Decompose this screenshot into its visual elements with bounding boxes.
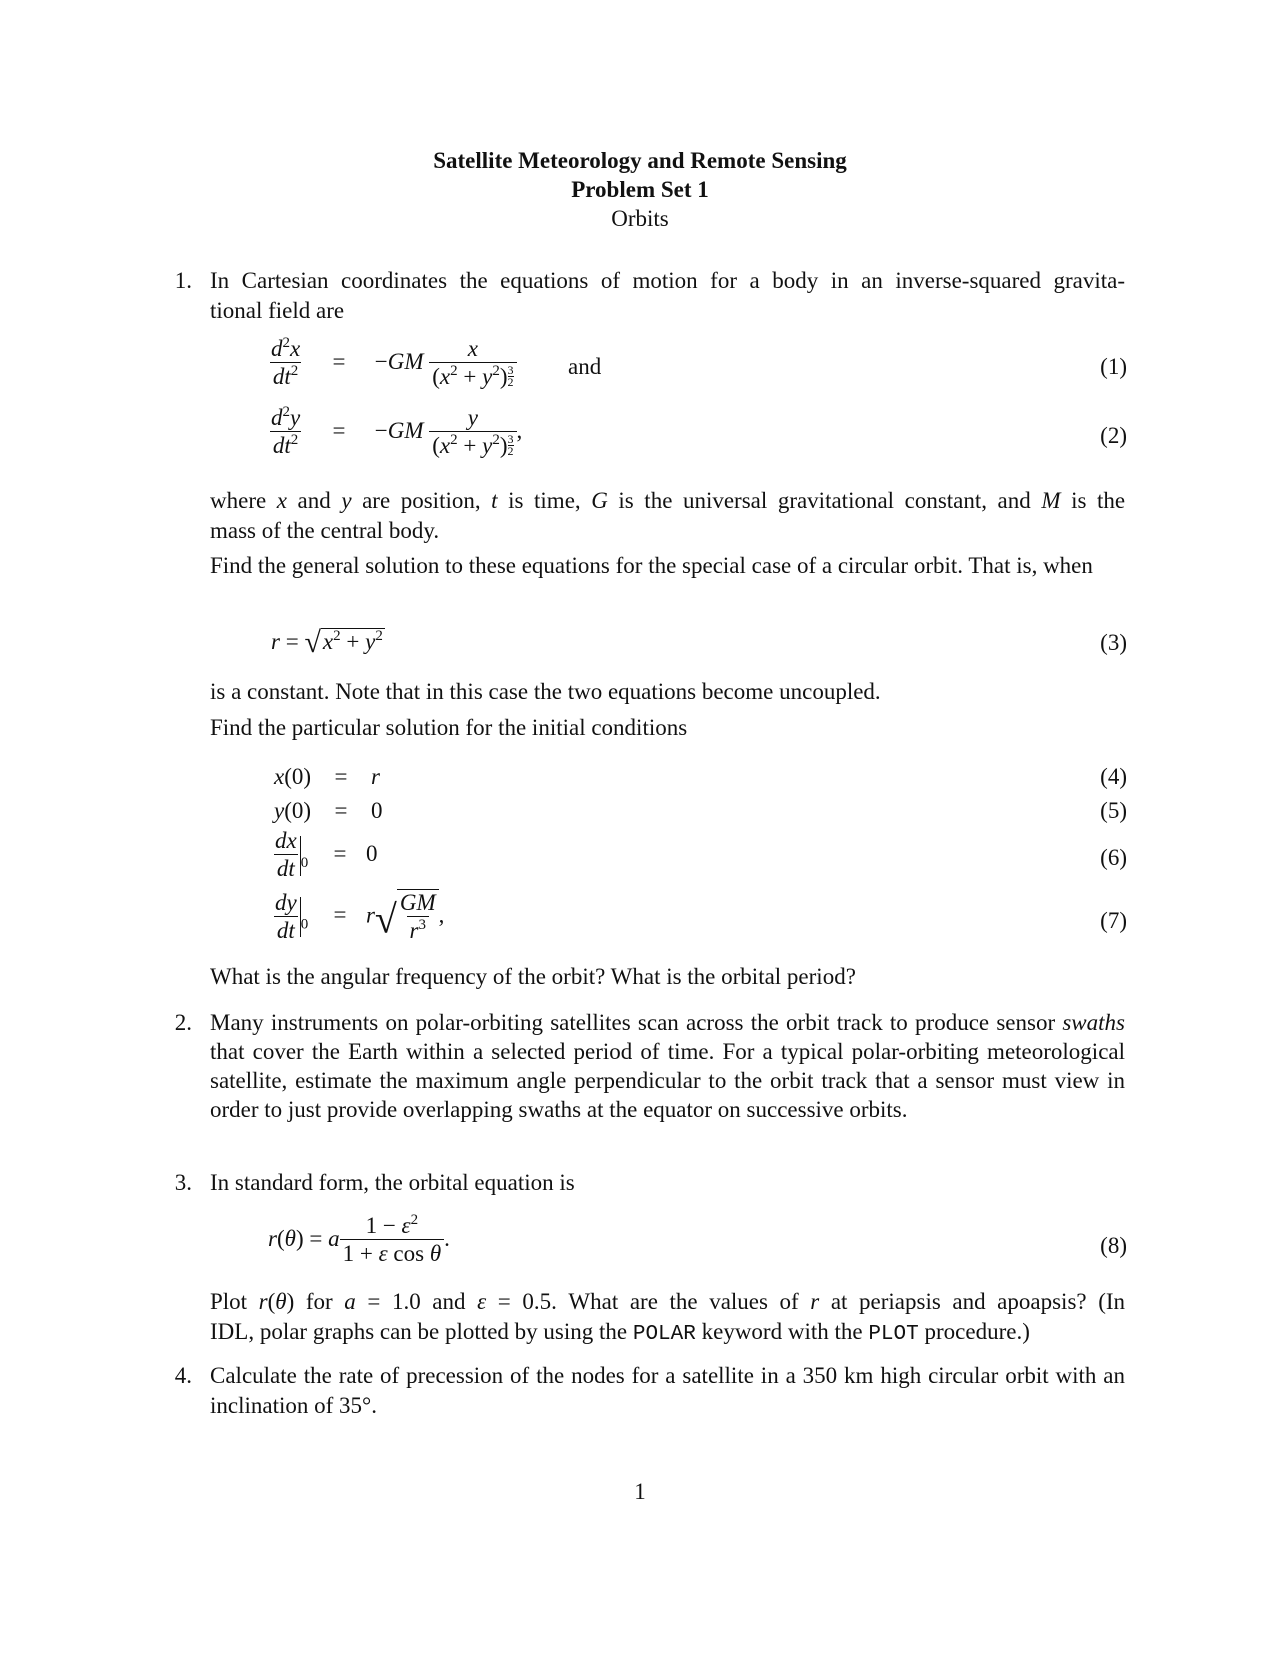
- problem-3-intro: In standard form, the orbital equation is: [210, 1170, 575, 1195]
- problem-1-intro-line1: In Cartesian coordinates the equations of motion for a body in an inverse-squared gravita-: [210, 268, 1125, 293]
- equation-number-6: (6): [1100, 845, 1127, 870]
- equation-and: and: [568, 354, 602, 379]
- problem-1-question: What is the angular frequency of the orbit? What is the orbital period?: [210, 964, 856, 989]
- polar-keyword: POLAR: [632, 1323, 696, 1346]
- equation-6: $\frac{dx}{dt}$ $_0$ = 0: [275, 828, 378, 881]
- equation-3: $r = √x^2 + y^2$: [271, 626, 383, 659]
- equation-4: x(0) = r: [274, 764, 380, 789]
- problem-1-where: where x and y are position, t is time, G is the universal gravitational constant, and M is the mass of the central body.: [210, 488, 1126, 543]
- problem-1-number: 1.: [174, 268, 192, 293]
- problem-1-find-general: Find the general solution to these equations for the special case of a circular orbit. That is, when: [210, 553, 1093, 578]
- eq1-rhs-fraction: x $(x^2 + y^2)$ $\frac{3}{2}$: [429, 336, 516, 391]
- problem-3-number: 3.: [174, 1170, 192, 1195]
- document-topic: Orbits: [611, 206, 669, 231]
- eq2-rhs-fraction: y $(x^2 + y^2)$ $\frac{3}{2}$: [429, 405, 516, 460]
- equation-number-5: (5): [1100, 798, 1127, 823]
- equation-8: r(θ) = a $\frac{1 - \varepsilon^2}{\text{1 + ε cos θ}}$ .: [268, 1212, 450, 1266]
- problem-4-number: 4.: [174, 1363, 192, 1388]
- equation-number-7: (7): [1100, 908, 1127, 933]
- equation-number-3: (3): [1100, 630, 1127, 655]
- plot-keyword: PLOT: [868, 1323, 919, 1346]
- d2y-dt2: $\frac{d^2y}{dt^2}$: [271, 404, 301, 458]
- problem-1-intro-line2: tional field are: [210, 298, 345, 323]
- problem-2-number: 2.: [174, 1010, 192, 1035]
- problem-1-constant-note: is a constant. Note that in this case the two equations become uncoupled.: [210, 679, 881, 704]
- page-number: 1: [634, 1479, 646, 1504]
- problem-3-plot-text: Plot r(θ) for a = 1.0 and ε = 0.5. What are the values of r at periapsis and apoapsis? (In IDL, polar graphs can be plotted by using the POLAR keyword with the PLOT procedure.): [210, 1289, 1126, 1346]
- equation-number-2: (2): [1100, 423, 1127, 448]
- problem-2-text: Many instruments on polar-orbiting satellites scan across the orbit track to produce sensor swaths that cover the Earth within a selected period of time. For a typical polar-orbiting meteorological satellite, estimate the maximum angle perpendicular to the orbit track that a sensor must view in order to just provide overlapping swaths at the equator on successive orbits.: [210, 1010, 1125, 1122]
- equation-number-8: (8): [1100, 1233, 1127, 1258]
- equation-7: $\frac{dy}{dt}$ $_0$ = r√ $\frac{GM}{r^3}$ ,: [275, 889, 445, 943]
- equation-number-4: (4): [1100, 764, 1127, 789]
- problem-4-text: Calculate the rate of precession of the nodes for a satellite in a 350 km high circular orbit with an inclination of 35°.: [210, 1363, 1125, 1418]
- problem-1-intro: [210, 266, 1125, 326]
- document-subtitle: Problem Set 1: [571, 177, 709, 202]
- swaths-emphasis: swaths: [1062, 1010, 1125, 1035]
- equation-1: $\frac{d^2x}{dt^2}$ = −GM x $(x^2 + y^2)$ $\frac{3}{2}$: [268, 336, 517, 391]
- problem-1-find-particular: Find the particular solution for the initial conditions: [210, 715, 688, 740]
- document-title: Satellite Meteorology and Remote Sensing: [433, 148, 847, 173]
- equation-number-1: (1): [1100, 354, 1127, 379]
- equation-5: y(0) = 0: [274, 798, 383, 823]
- equation-2: $\frac{d^2y}{dt^2}$ = −GM y $(x^2 + y^2)$ $\frac{3}{2}$ ,: [268, 405, 522, 460]
- d2x-dt2: $\frac{d^2x}{dt^2}$: [271, 335, 301, 389]
